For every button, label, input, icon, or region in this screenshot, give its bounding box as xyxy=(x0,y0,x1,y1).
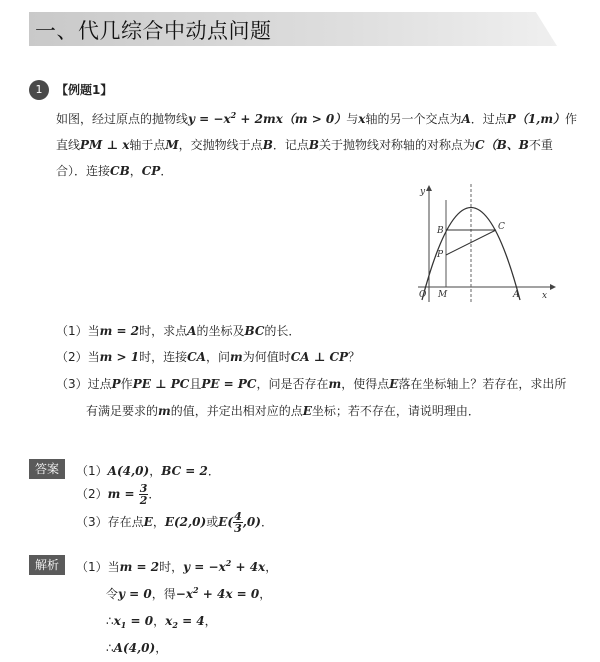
stem-line-3: 合）．连接CB，CP． xyxy=(56,164,173,178)
example-number-badge: 1 xyxy=(29,80,49,100)
parabola-figure xyxy=(410,180,560,305)
question-2: （2）当m > 1时，连接CA，问m为何值时CA ⊥ CP？ xyxy=(56,350,361,364)
label-b: B xyxy=(437,226,444,236)
question-3-line-1: （3）过点P作PE ⊥ PC且PE = PC，问是否存在m，使得点E落在坐标轴上？若存在，求出所 xyxy=(56,377,567,391)
analysis-step-4: ∴A(4,0)， xyxy=(106,641,168,655)
analysis-step-2: 令y = 0，得$-x^2 + 4x = 0$， xyxy=(106,585,272,601)
question-1: （1）当m = 2时，求点A的坐标及BC的长． xyxy=(56,324,301,338)
answer-1: （1）A(4,0)，BC = 2． xyxy=(76,464,220,478)
analysis-tag: 解析 xyxy=(29,555,65,575)
analysis-step-3: $\therefore x_1 = 0$，$x_2 = 4$， xyxy=(106,614,217,630)
label-x: x xyxy=(542,291,548,301)
label-p: P xyxy=(437,250,444,260)
section-title: 一、代几综合中动点问题 xyxy=(35,19,272,43)
label-m: M xyxy=(438,290,448,300)
fraction-three-halves: $\frac{3}{2}$ xyxy=(139,482,148,507)
fraction-four-thirds: $\frac{4}{3}$ xyxy=(234,510,242,535)
label-o: O xyxy=(419,290,427,300)
analysis-step-1: （1）当m = 2时，$y = -x^2 + 4x$， xyxy=(76,558,278,574)
label-c: C xyxy=(498,222,505,232)
stem-line-1: 如图，经过原点的抛物线$y = -x^2 + 2mx(m > 0)$与x轴的另一个交点为A．过点P（1,m）作 xyxy=(56,110,578,126)
answer-3: （3）存在点E，E(2,0)或E( $\frac{4}{3}$ ,0)． xyxy=(76,510,273,535)
label-y: y xyxy=(420,187,426,197)
answer-2: （2）m = $\frac{3}{2}$ ． xyxy=(76,482,161,507)
question-3-line-2: 有满足要求的m的值，并定出相对应的点E坐标；若不存在，请说明理由． xyxy=(86,404,480,418)
stem-line-2: 直线PM ⊥ x轴于点M，交抛物线于点B．记点B关于抛物线对称轴的对称点为C（B、B不重 xyxy=(56,138,553,152)
answer-tag: 答案 xyxy=(29,459,65,479)
example-label: 【例题1】 xyxy=(56,83,113,97)
label-a: A xyxy=(513,290,520,300)
